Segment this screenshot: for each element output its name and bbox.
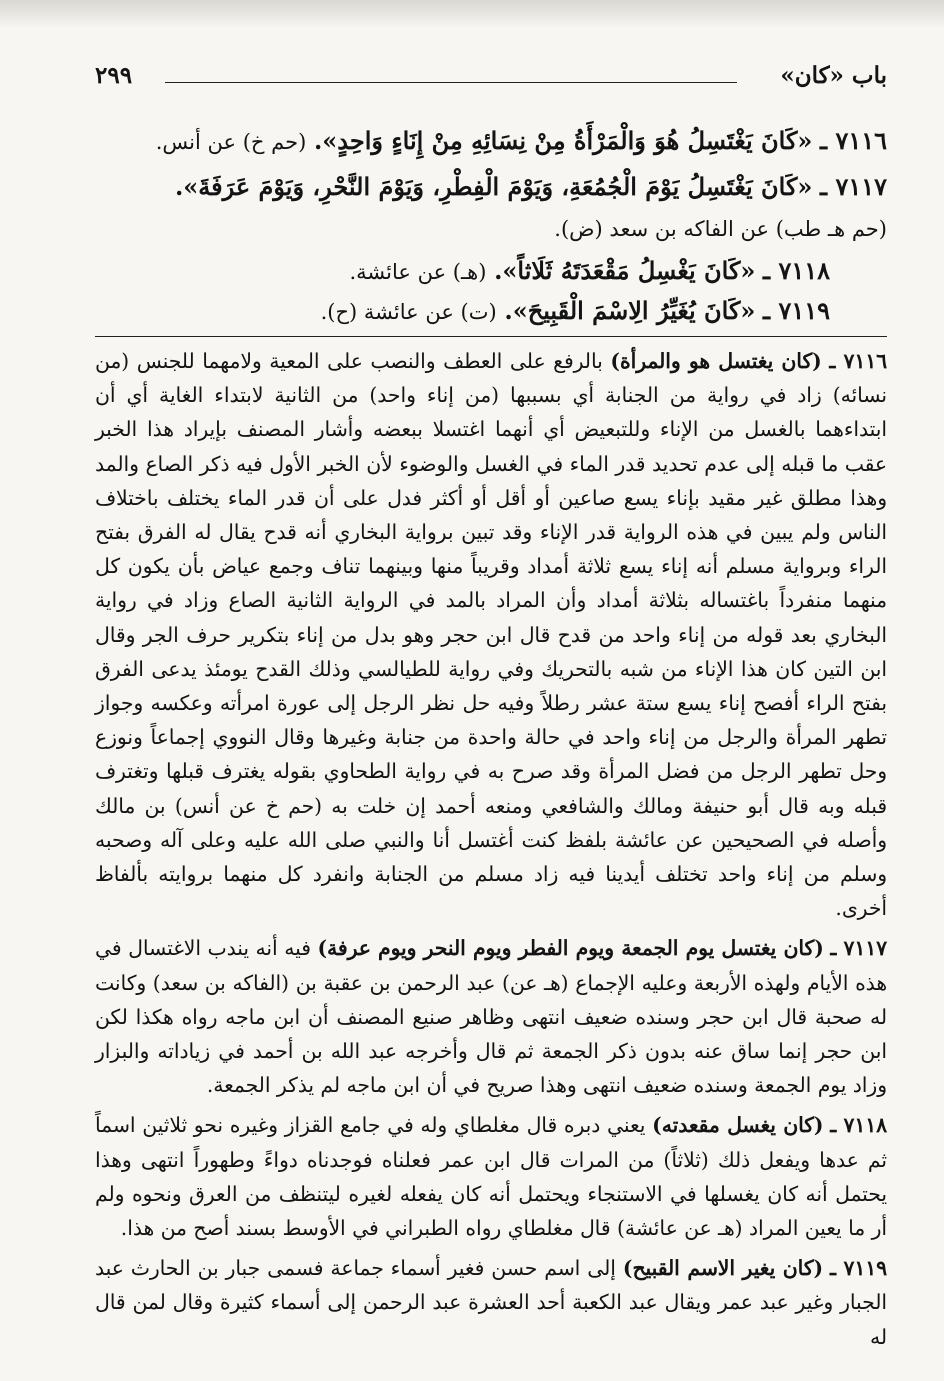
hadith-7119 [95, 290, 830, 333]
page-header [95, 58, 887, 98]
hadith-text: «كَانَ يُغَيِّرُ الِاسْمَ الْقَبِيحَ». [504, 296, 756, 325]
commentary [95, 344, 887, 1360]
hadith-text: «كَانَ يَغْتَسِلُ هُوَ وَالْمَرْأَةُ مِنْ نِسَائِهِ مِنْ إِنَاءٍ وَاحِدٍ». [313, 126, 813, 155]
commentary-lead: (كان يغسل مقعدته) [652, 1113, 824, 1138]
commentary-number: ٧١١٨ ـ [830, 1113, 888, 1138]
commentary-text: إلى اسم حسن فغير أسماء جماعة فسمى جبار بن الحارث عبد الجبار وغير عبد عمر ويقال عبد الكعبة أحد العشرة عبد الرحمن إلى أسماء كثيرة وقال لمن قال له [95, 1256, 887, 1349]
scan-shadow [0, 0, 944, 28]
commentary-7119 [95, 1251, 887, 1354]
page-number: ٢٩٩ [95, 62, 133, 89]
hadith-number: ٧١١٩ ـ [763, 296, 830, 325]
commentary-text: يعني دبره قال مغلطاي وله في جامع القزاز وغيره نحو ثلاثين اسماً ثم عدها ويفعل ذلك (ثلاثاً) من المرات قال ابن عمر فعلناه فوجدناه دواءً وطهوراً انتهى وهذا يحتمل أنه كان يغسلها في الاستنجاء ويحتمل أنه كان يفعله لغيره ليتنظف من العرق ونحوه ولم أر ما يعين المراد (هـ عن عائشة) قال مغلطاي رواه الطبراني في الأوسط بسند أصح من هذا. [95, 1113, 887, 1241]
hadith-7118 [95, 250, 830, 293]
commentary-7116 [95, 344, 887, 925]
header-rule [165, 82, 737, 83]
hadith-7117 [95, 166, 887, 208]
commentary-lead: (كان يغير الاسم القبيح) [622, 1256, 824, 1281]
hadith-7117-source [95, 207, 887, 250]
commentary-lead: (كان يغتسل يوم الجمعة ويوم الفطر ويوم النحر ويوم عرفة) [317, 936, 824, 961]
commentary-lead: (كان يغتسل هو والمرأة) [610, 349, 822, 373]
hadith-source: (ت) عن عائشة (ح). [320, 300, 497, 324]
commentary-7117 [95, 931, 887, 1102]
commentary-7118 [95, 1108, 887, 1245]
chapter-title: باب «كان» [780, 62, 887, 89]
section-divider [95, 336, 887, 337]
hadith-text: «كَانَ يَغْتَسِلُ يَوْمَ الْجُمُعَةِ، وَيَوْمَ الْفِطْرِ، وَيَوْمَ النَّحْرِ، وَيَوْمَ عَرَفَةَ». [174, 172, 813, 201]
hadith-source: (حم هـ طب) عن الفاكه بن سعد (ض). [554, 217, 887, 241]
hadith-number: ٧١١٨ ـ [763, 256, 830, 285]
hadith-number: ٧١١٦ ـ [820, 126, 887, 155]
commentary-text: فيه أنه يندب الاغتسال في هذه الأيام ولهذه الأربعة وعليه الإجماع (هـ عن) عبد الرحمن بن عقبة بن (الفاكه بن سعد) وكانت له صحبة قال ابن حجر وسنده ضعيف انتهى وظاهر صنيع المصنف أن ابن ماجه رواه هكذا لكن ابن حجر إنما ساق عنه بدون ذكر الجمعة ثم قال وأخرجه عبد الله بن أحمد في زياداته والبزار وزاد يوم الجمعة وسنده ضعيف انتهى وهذا صريح في أن ابن ماجه لم يذكر الجمعة. [95, 936, 887, 1098]
hadith-text: «كَانَ يَغْسِلُ مَقْعَدَتَهُ ثَلَاثاً». [494, 256, 756, 285]
commentary-number: ٧١١٧ ـ [830, 936, 887, 961]
hadith-source: (هـ) عن عائشة. [349, 260, 487, 284]
commentary-number: ٧١١٩ ـ [830, 1256, 888, 1281]
hadith-source: (حم خ) عن أنس. [155, 130, 307, 154]
commentary-number: ٧١١٦ ـ [829, 349, 888, 373]
hadith-number: ٧١١٧ ـ [820, 172, 887, 201]
hadith-7116 [95, 120, 887, 163]
commentary-text: بالرفع على العطف والنصب على المعية ولامهما للجنس (من نسائه) زاد في رواية من الجنابة أي بسببها (من إناء واحد) من الثانية لابتداء الغاية أي أن ابتداءهما بالغسل من الإناء وللتبعيض أي أنهما اغتسلا ببعضه وأشار المصنف بإيراد هذا الخبر عقب ما قبله إلى عدم تحديد قدر الماء في الغسل والوضوء لأن الخبر الأول فيه ذكر الصاع والمد وهذا مطلق غير مقيد بإناء يسع صاعين أو أقل أو أكثر فدل على أن قدر الماء يختلف باختلاف الناس ولم يبين في هذه الرواية قدر الإناء وقد تبين برواية البخاري أنه قدح يقال له الفرق بفتح الراء وبرواية مسلم أنه إناء يسع ثلاثة أمداد وقريباً منها وبينهما تناف وجمع عياض بأن يكون كل منهما منفرداً باغتساله بثلاثة أمداد وأن المراد بالمد في الرواية الثانية الصاع وزاد في رواية البخاري بعد قوله من إناء واحد من قدح قال ابن حجر وهو بدل من إناء بتكرير حرف الجر وقال ابن التين كان هذا الإناء من شبه بالتحريك وفي رواية للطيالسي وذلك القدح يومئذ يدعى الفرق بفتح الراء أفصح إناء يسع ستة عشر رطلاً وفيه حل نظر الرجل إلى عورة امرأته وعكسه وجواز تطهر المرأة والرجل من إناء واحد في حالة واحدة من جنابة وغيرها وقال النووي إجماعاً ونوزع وحل تطهر الرجل من فضل المرأة وقد صرح به في رواية الطحاوي بقوله يغترف قبلها وتغترف قبله وبه قال أبو حنيفة ومالك والشافعي ومنعه أحمد إن خلت به (حم خ عن أنس) بن مالك وأصله في الصحيحين عن عائشة بلفظ كنت أغتسل أنا والنبي صلى الله عليه وعلى آله وصحبه وسلم من إناء واحد تختلف أيدينا فيه زاد مسلم من الجنابة وانفرد كل منهما بروايته بألفاظ أخرى. [95, 349, 887, 921]
